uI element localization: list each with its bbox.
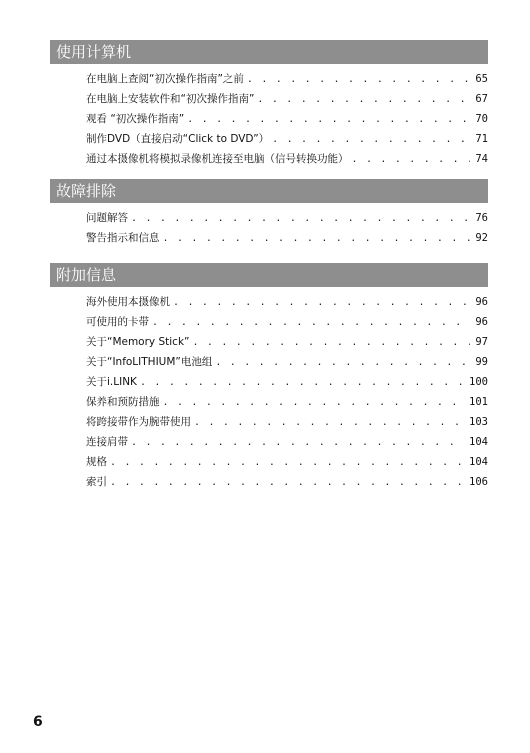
toc-entry[interactable] <box>86 472 488 492</box>
toc-entry[interactable] <box>86 452 488 472</box>
toc-entry-title: 制作DVD（直接启动“Click to DVD”） <box>86 133 270 145</box>
toc-entry-title: 关于i.LINK <box>86 376 137 388</box>
dot-leader <box>187 110 470 130</box>
toc-entry-title: 在电脑上安装软件和“初次操作指南” <box>86 93 255 105</box>
toc-entry-title: 规格 <box>86 456 107 468</box>
toc-entry-page: 97 <box>475 336 488 348</box>
dot-leader <box>173 293 470 313</box>
dot-leader <box>140 373 465 393</box>
dot-leader <box>272 130 470 150</box>
toc-entry[interactable] <box>86 89 488 109</box>
toc-entry-title: 通过本摄像机将模拟录像机连接至电脑（信号转换功能） <box>86 153 349 165</box>
section-header: 使用计算机 <box>50 40 488 64</box>
toc-entry-title: 可使用的卡带 <box>86 316 149 328</box>
section-troubleshooting <box>50 179 488 248</box>
toc-entry-page: 99 <box>475 356 488 368</box>
dot-leader <box>110 473 465 493</box>
toc-entry[interactable] <box>86 109 488 129</box>
toc-entry-title: 关于“InfoLITHIUM”电池组 <box>86 356 213 368</box>
dot-leader <box>163 393 466 413</box>
toc-entry-title: 警告指示和信息 <box>86 232 160 244</box>
toc-entry-title: 观看 “初次操作指南” <box>86 113 185 125</box>
toc-entry[interactable] <box>86 332 488 352</box>
toc-entry-title: 保养和预防措施 <box>86 396 160 408</box>
toc-list <box>50 292 488 492</box>
dot-leader <box>163 229 471 249</box>
dot-leader <box>192 333 470 353</box>
toc-list <box>50 208 488 248</box>
dot-leader <box>257 90 470 110</box>
toc-entry[interactable] <box>86 352 488 372</box>
toc-entry-title: 在电脑上查阅“初次操作指南”之前 <box>86 73 244 85</box>
toc-entry[interactable] <box>86 149 488 169</box>
toc-entry-title: 索引 <box>86 476 107 488</box>
section-header: 故障排除 <box>50 179 488 203</box>
dot-leader <box>215 353 470 373</box>
section-additional-info <box>50 263 488 492</box>
toc-entry-page: 96 <box>475 296 488 308</box>
toc-entry[interactable] <box>86 292 488 312</box>
dot-leader <box>131 209 470 229</box>
page-number: 6 <box>33 714 43 730</box>
toc-entry[interactable] <box>86 412 488 432</box>
toc-entry-page: 104 <box>469 436 488 448</box>
section-header: 附加信息 <box>50 263 488 287</box>
toc-entry-page: 100 <box>469 376 488 388</box>
toc-entry[interactable] <box>86 372 488 392</box>
dot-leader <box>352 150 471 170</box>
toc-entry-page: 103 <box>469 416 488 428</box>
toc-entry-page: 76 <box>475 212 488 224</box>
toc-entry-page: 101 <box>469 396 488 408</box>
toc-entry-page: 104 <box>469 456 488 468</box>
toc-entry[interactable] <box>86 69 488 89</box>
toc-entry[interactable] <box>86 228 488 248</box>
toc-entry[interactable] <box>86 129 488 149</box>
toc-entry-title: 连接肩带 <box>86 436 128 448</box>
toc-entry[interactable] <box>86 432 488 452</box>
dot-leader <box>247 70 470 90</box>
toc-entry-page: 74 <box>475 153 488 165</box>
toc-entry-page: 106 <box>469 476 488 488</box>
dot-leader <box>194 413 465 433</box>
section-using-computer <box>50 40 488 169</box>
toc-list <box>50 69 488 169</box>
toc-entry-page: 96 <box>475 316 488 328</box>
toc-entry[interactable] <box>86 392 488 412</box>
toc-entry-page: 65 <box>475 73 488 85</box>
toc-entry-title: 问题解答 <box>86 212 128 224</box>
toc-entry-page: 71 <box>475 133 488 145</box>
toc-entry[interactable] <box>86 312 488 332</box>
dot-leader <box>152 313 470 333</box>
toc-entry-page: 70 <box>475 113 488 125</box>
toc-entry-title: 将跨接带作为腕带使用 <box>86 416 191 428</box>
toc-entry-title: 关于“Memory Stick” <box>86 336 190 348</box>
toc-entry[interactable] <box>86 208 488 228</box>
toc-entry-page: 92 <box>475 232 488 244</box>
dot-leader <box>110 453 465 473</box>
toc-entry-title: 海外使用本摄像机 <box>86 296 170 308</box>
dot-leader <box>131 433 465 453</box>
toc-entry-page: 67 <box>475 93 488 105</box>
